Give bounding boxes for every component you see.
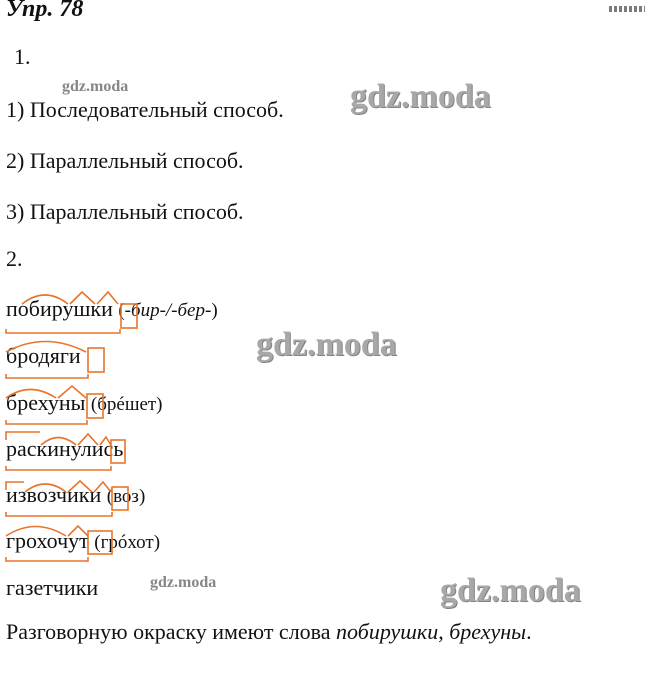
stem-bracket (6, 329, 120, 333)
word: побирушки (6, 296, 113, 321)
stem-bracket (6, 512, 112, 516)
stem-bracket (6, 374, 88, 378)
section-1-number: 1. (14, 44, 31, 69)
answer-item-1: 1) Последовательный способ. (6, 97, 284, 122)
word-note: (воз) (106, 486, 146, 507)
answer-item-2: 2) Параллельный способ. (6, 148, 244, 173)
word-row (6, 436, 123, 462)
word-note: (-бир-/-бер-) (118, 300, 218, 321)
word: раскинулись (6, 436, 124, 461)
watermark: gdz.moda (256, 326, 397, 363)
stem-bracket (6, 557, 88, 561)
ending-box (88, 348, 104, 372)
stem-bracket (6, 420, 87, 424)
conclusion-word-1: побирушки (336, 619, 439, 644)
word-note: (брéшет) (90, 394, 163, 415)
word-row (6, 482, 145, 508)
word-row (6, 390, 163, 416)
root-variant: бир-/-бер- (131, 300, 212, 321)
word: газетчики (6, 575, 99, 600)
word-note: (грóхот) (94, 532, 161, 553)
conclusion-word-2: брехуны (449, 619, 527, 644)
word: бродяги (6, 343, 81, 368)
word: извозчики (6, 482, 102, 507)
corner-mark (609, 6, 645, 12)
word: брехуны (6, 390, 86, 415)
watermark: gdz.moda (62, 78, 129, 95)
word-row (6, 343, 81, 369)
word: грохочут (6, 528, 89, 553)
section-2-number: 2. (6, 246, 23, 271)
exercise-title: Упр. 78 (6, 0, 84, 22)
watermark: gdz.moda (440, 572, 581, 609)
word-row (6, 575, 98, 601)
watermark: gdz.moda (350, 78, 491, 115)
stem-bracket (6, 466, 111, 470)
word-row (6, 528, 160, 554)
conclusion: Разговорную окраску имеют слова побирушки, брехуны. (6, 619, 532, 644)
word-row (6, 296, 218, 322)
watermark: gdz.moda (150, 574, 217, 591)
answer-item-3: 3) Параллельный способ. (6, 199, 244, 224)
